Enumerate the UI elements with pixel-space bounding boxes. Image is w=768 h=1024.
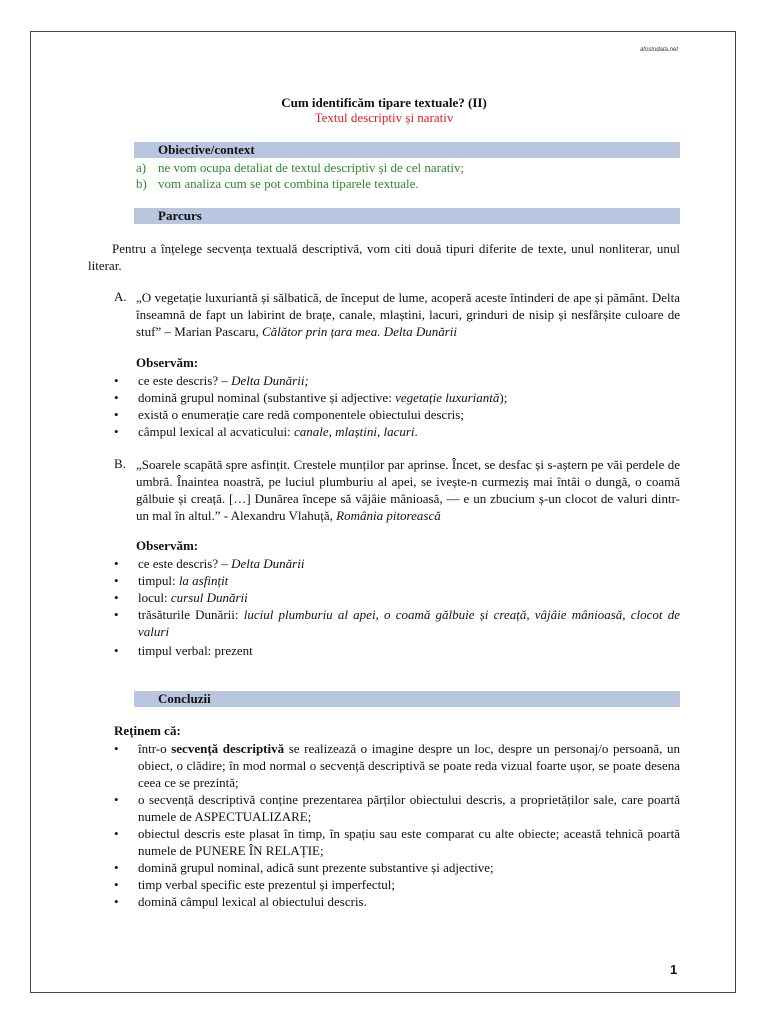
objective-marker: a) xyxy=(136,160,147,175)
text-a-quote xyxy=(136,289,680,340)
objective-text: vom analiza cum se pot combina tiparele textuale. xyxy=(158,176,419,191)
text-b-marker: B. xyxy=(114,456,126,471)
intro-paragraph: Pentru a înțelege secvența textuală descriptivă, vom citi două tipuri diferite de texte, unul nonliterar, unul literar. xyxy=(88,241,680,273)
text-b-observe-heading: Observăm: xyxy=(136,538,199,553)
text-b-source: România pitorească xyxy=(336,508,441,523)
objective-item xyxy=(136,160,465,176)
text-b-quote-body: „Soarele scapătă spre asfințit. Crestele munților par aprinse. Încet, se desfac și s-aștern pe văi perdele de umbră. Înaintea noastră, pe luciul plumburiu al apei, se ivește-n curmeziș mai întâi o dungă, o coamă gălbuie și creață. […] Dunărea începe să vâjâie mânioasă, — e un zbucium ș-un clocot de valuri dintr-un mal în altul.” - Alexandru Vlahuță, xyxy=(136,457,680,523)
parcurs-heading: Parcurs xyxy=(134,208,680,224)
text-a-source: Călător prin țara mea. Delta Dunării xyxy=(262,324,458,339)
text-b-quote xyxy=(136,456,680,524)
page-number: 1 xyxy=(670,962,678,977)
objectives-heading: Obiective/context xyxy=(134,142,680,158)
objective-item xyxy=(136,176,419,192)
text-a-quote-body: „O vegetație luxuriantă și sălbatică, de început de lume, acoperă aceste întinderi de ape și pământ. Delta înseamnă de fapt un labirint de brațe, canale, mlaștini, lacuri, grinduri de nisip și nesfârșite culoare de stuf” – Marian Pascaru, xyxy=(136,290,680,339)
retinem-heading: Reținem că: xyxy=(114,723,181,738)
text-a-marker: A. xyxy=(114,289,127,304)
objective-text: ne vom ocupa detaliat de textul descriptiv și de cel narativ; xyxy=(158,160,465,175)
text-a-observe-heading: Observăm: xyxy=(136,355,199,370)
concluzii-heading: Concluzii xyxy=(134,691,680,707)
site-watermark: afostodata.net xyxy=(639,47,678,53)
objective-marker: b) xyxy=(136,176,147,191)
document-title: Cum identificăm tipare textuale? (II) xyxy=(281,95,487,110)
document-subtitle: Textul descriptiv și narativ xyxy=(314,110,454,125)
